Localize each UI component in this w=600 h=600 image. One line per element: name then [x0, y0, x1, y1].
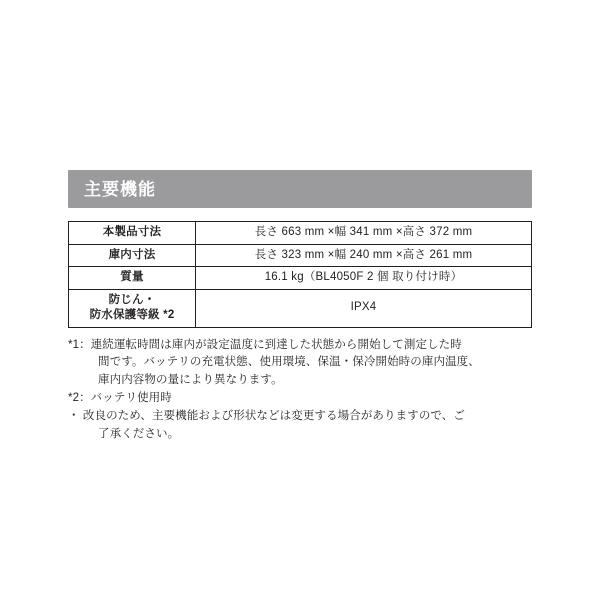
section-header-bar [68, 170, 532, 208]
spec-value-interior-dimensions: 長さ 323 mm ×幅 240 mm ×高さ 261 mm [196, 244, 532, 267]
footnotes [68, 337, 532, 444]
spec-label-weight: 質量 [69, 267, 196, 290]
footnote-2: *2：バッテリ使用時 [68, 392, 172, 405]
footnote-1-line-3: 庫内内容物の量により異なります。 [98, 374, 283, 387]
footnote-3-line-2: 了承ください。 [98, 427, 180, 440]
footnote-3 [68, 408, 532, 444]
table-row [69, 289, 532, 327]
spec-label-ip-rating-line2: 防水保護等級 *2 [89, 309, 175, 322]
section-title: 主要機能 [84, 179, 156, 199]
spec-label-product-dimensions: 本製品寸法 [69, 222, 196, 245]
spec-value-weight: 16.1 kg（BL4050F 2 個 取り付け時） [196, 267, 532, 290]
table-row [69, 244, 532, 267]
spec-value-product-dimensions: 長さ 663 mm ×幅 341 mm ×高さ 372 mm [196, 222, 532, 245]
table-row [69, 267, 532, 290]
table-row [69, 222, 532, 245]
spec-label-interior-dimensions: 庫内寸法 [69, 244, 196, 267]
spec-value-ip-rating: IPX4 [196, 289, 532, 327]
footnote-1-line-2: 間です。バッテリの充電状態、使用環境、保温・保冷開始時の庫内温度、 [98, 356, 480, 369]
spec-label-ip-rating-line1: 防じん・ [108, 293, 156, 306]
spec-section [68, 170, 532, 443]
footnote-1 [68, 337, 532, 390]
spec-label-ip-rating [69, 289, 196, 327]
footnote-3-line-1: ・ 改良のため、主要機能および形状などは変更する場合がありますので、ご [68, 409, 466, 422]
footnote-1-line-1: *1：連続運転時間は庫内が設定温度に到達した状態から開始して測定した時 [68, 338, 462, 351]
specifications-table [68, 221, 532, 328]
